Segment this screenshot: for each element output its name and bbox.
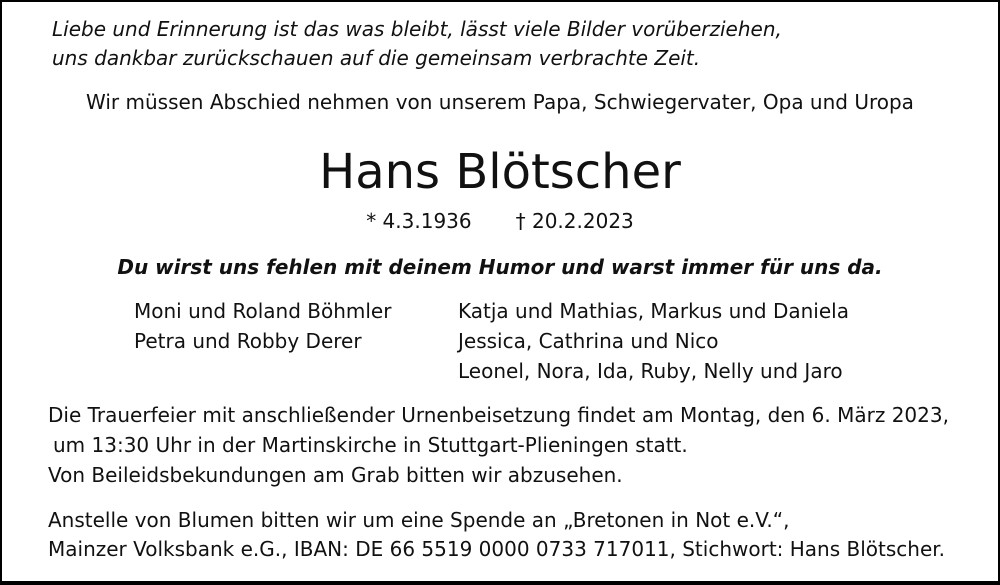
quote-line-1: Liebe und Erinnerung ist das was bleibt, lässt viele Bilder vorüberziehen, <box>52 17 782 41</box>
ceremony-line-1: Die Trauerfeier mit anschließender Urnenbeisetzung findet am Montag, den 6. März 2023, <box>48 403 949 427</box>
donation-line-1: Anstelle von Blumen bitten wir um eine Spende an „Bretonen in Not e.V.“, <box>48 508 790 532</box>
quote-line-2: uns dankbar zurückschauen auf die gemeinsam verbrachte Zeit. <box>52 46 701 70</box>
mourner-left-2: Petra und Robby Derer <box>134 329 362 353</box>
ceremony-line-2: um 13:30 Uhr in der Martinskirche in Stuttgart-Plieningen statt. <box>53 433 688 457</box>
intro-text: Wir müssen Abschied nehmen von unserem Papa, Schwiegervater, Opa und Uropa <box>86 90 914 114</box>
birth-date: * 4.3.1936 <box>366 209 472 233</box>
deceased-name: Hans Blötscher <box>319 144 681 200</box>
mourner-right-1: Katja und Mathias, Markus und Daniela <box>458 299 849 323</box>
mourner-right-2: Jessica, Cathrina und Nico <box>458 329 719 353</box>
ceremony-line-3: Von Beileidsbekundungen am Grab bitten wir abzusehen. <box>48 463 623 487</box>
mourner-left-1: Moni und Roland Böhmler <box>134 299 392 323</box>
mourner-right-3: Leonel, Nora, Ida, Ruby, Nelly und Jaro <box>458 359 843 383</box>
donation-line-2: Mainzer Volksbank e.G., IBAN: DE 66 5519 0000 0733 717011, Stichwort: Hans Blötscher. <box>48 537 946 561</box>
tribute-text: Du wirst uns fehlen mit deinem Humor und warst immer für uns da. <box>117 255 883 279</box>
death-date: † 20.2.2023 <box>515 209 634 233</box>
life-dates <box>0 208 1000 234</box>
